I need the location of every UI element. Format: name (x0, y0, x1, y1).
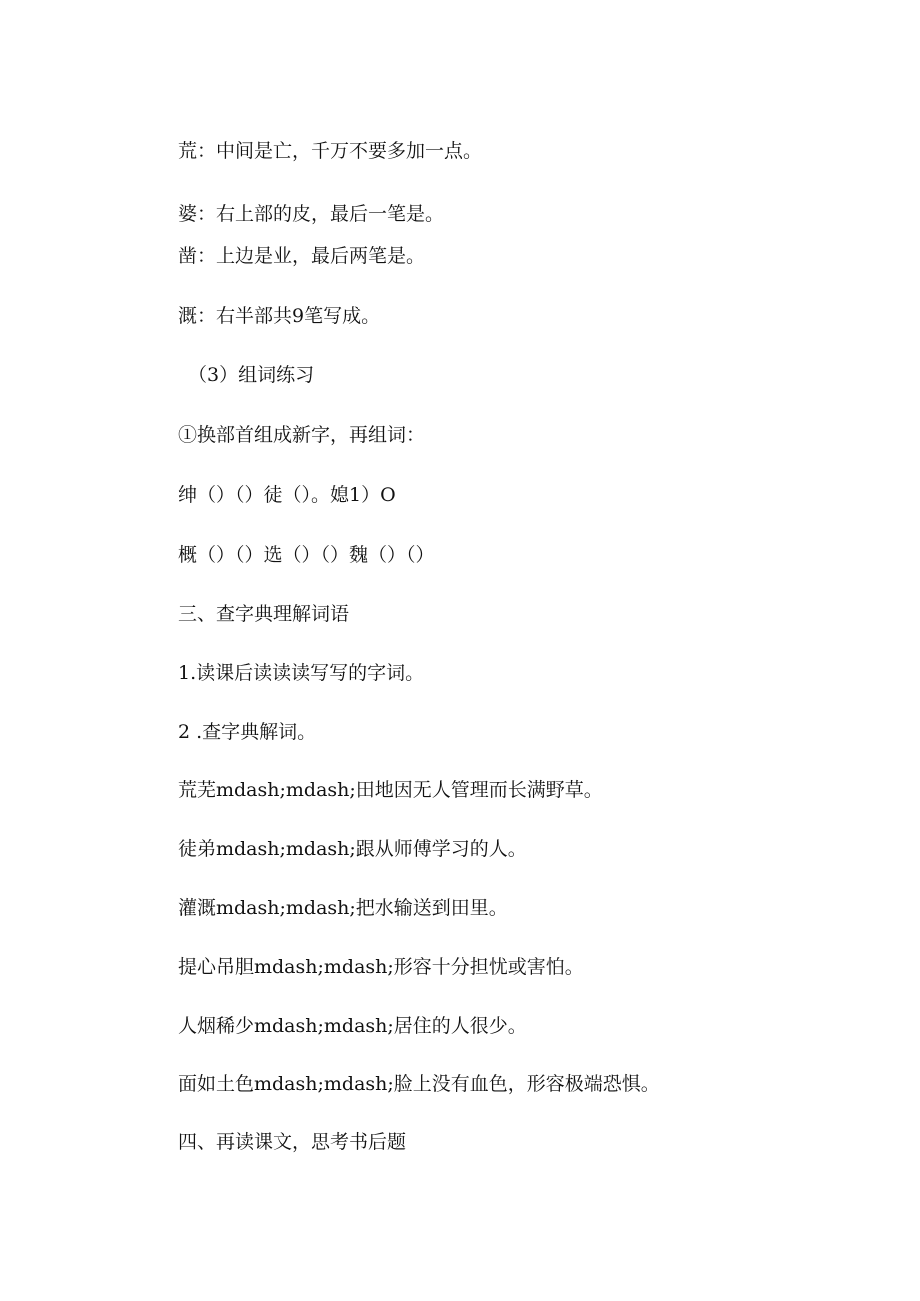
definition-renyanxishao: 人烟稀少mdash;mdash;居住的人很少。 (178, 1015, 527, 1037)
text-line-gai: 溉：右半部共9笔写成。 (178, 305, 381, 327)
exercise-row-2: 概（）（）选（）（）魏（）（） (178, 544, 435, 566)
text-line-po: 婆：右上部的皮，最后一笔是。 (178, 203, 445, 225)
text-line-huang: 荒：中间是亡，千万不要多加一点。 (178, 140, 483, 162)
text-line-zao: 凿：上边是业，最后两笔是。 (178, 245, 426, 267)
definition-tixindiaodan: 提心吊胆mdash;mdash;形容十分担忧或害怕。 (178, 956, 584, 978)
definition-guangai: 灌溉mdash;mdash;把水输送到田里。 (178, 897, 508, 919)
exercise-instruction: ①换部首组成新字，再组词： (178, 424, 426, 446)
section-heading-word-practice: （3）组词练习 (188, 364, 315, 386)
definition-huangwu: 荒芜mdash;mdash;田地因无人管理而长满野草。 (178, 779, 603, 801)
definition-tudi: 徒弟mdash;mdash;跟从师傅学习的人。 (178, 838, 527, 860)
section-heading-dictionary: 三、查字典理解词语 (178, 603, 350, 625)
list-item-1: 1.读课后读读读写写的字词。 (178, 662, 425, 684)
exercise-row-1: 绅（）（）徒（）。媳1）O (178, 484, 396, 506)
definition-mianrutuse: 面如土色mdash;mdash;脸上没有血色，形容极端恐惧。 (178, 1073, 660, 1095)
list-item-2: 2 .查字典解词。 (178, 721, 317, 743)
section-heading-reread: 四、再读课文，思考书后题 (178, 1131, 407, 1153)
